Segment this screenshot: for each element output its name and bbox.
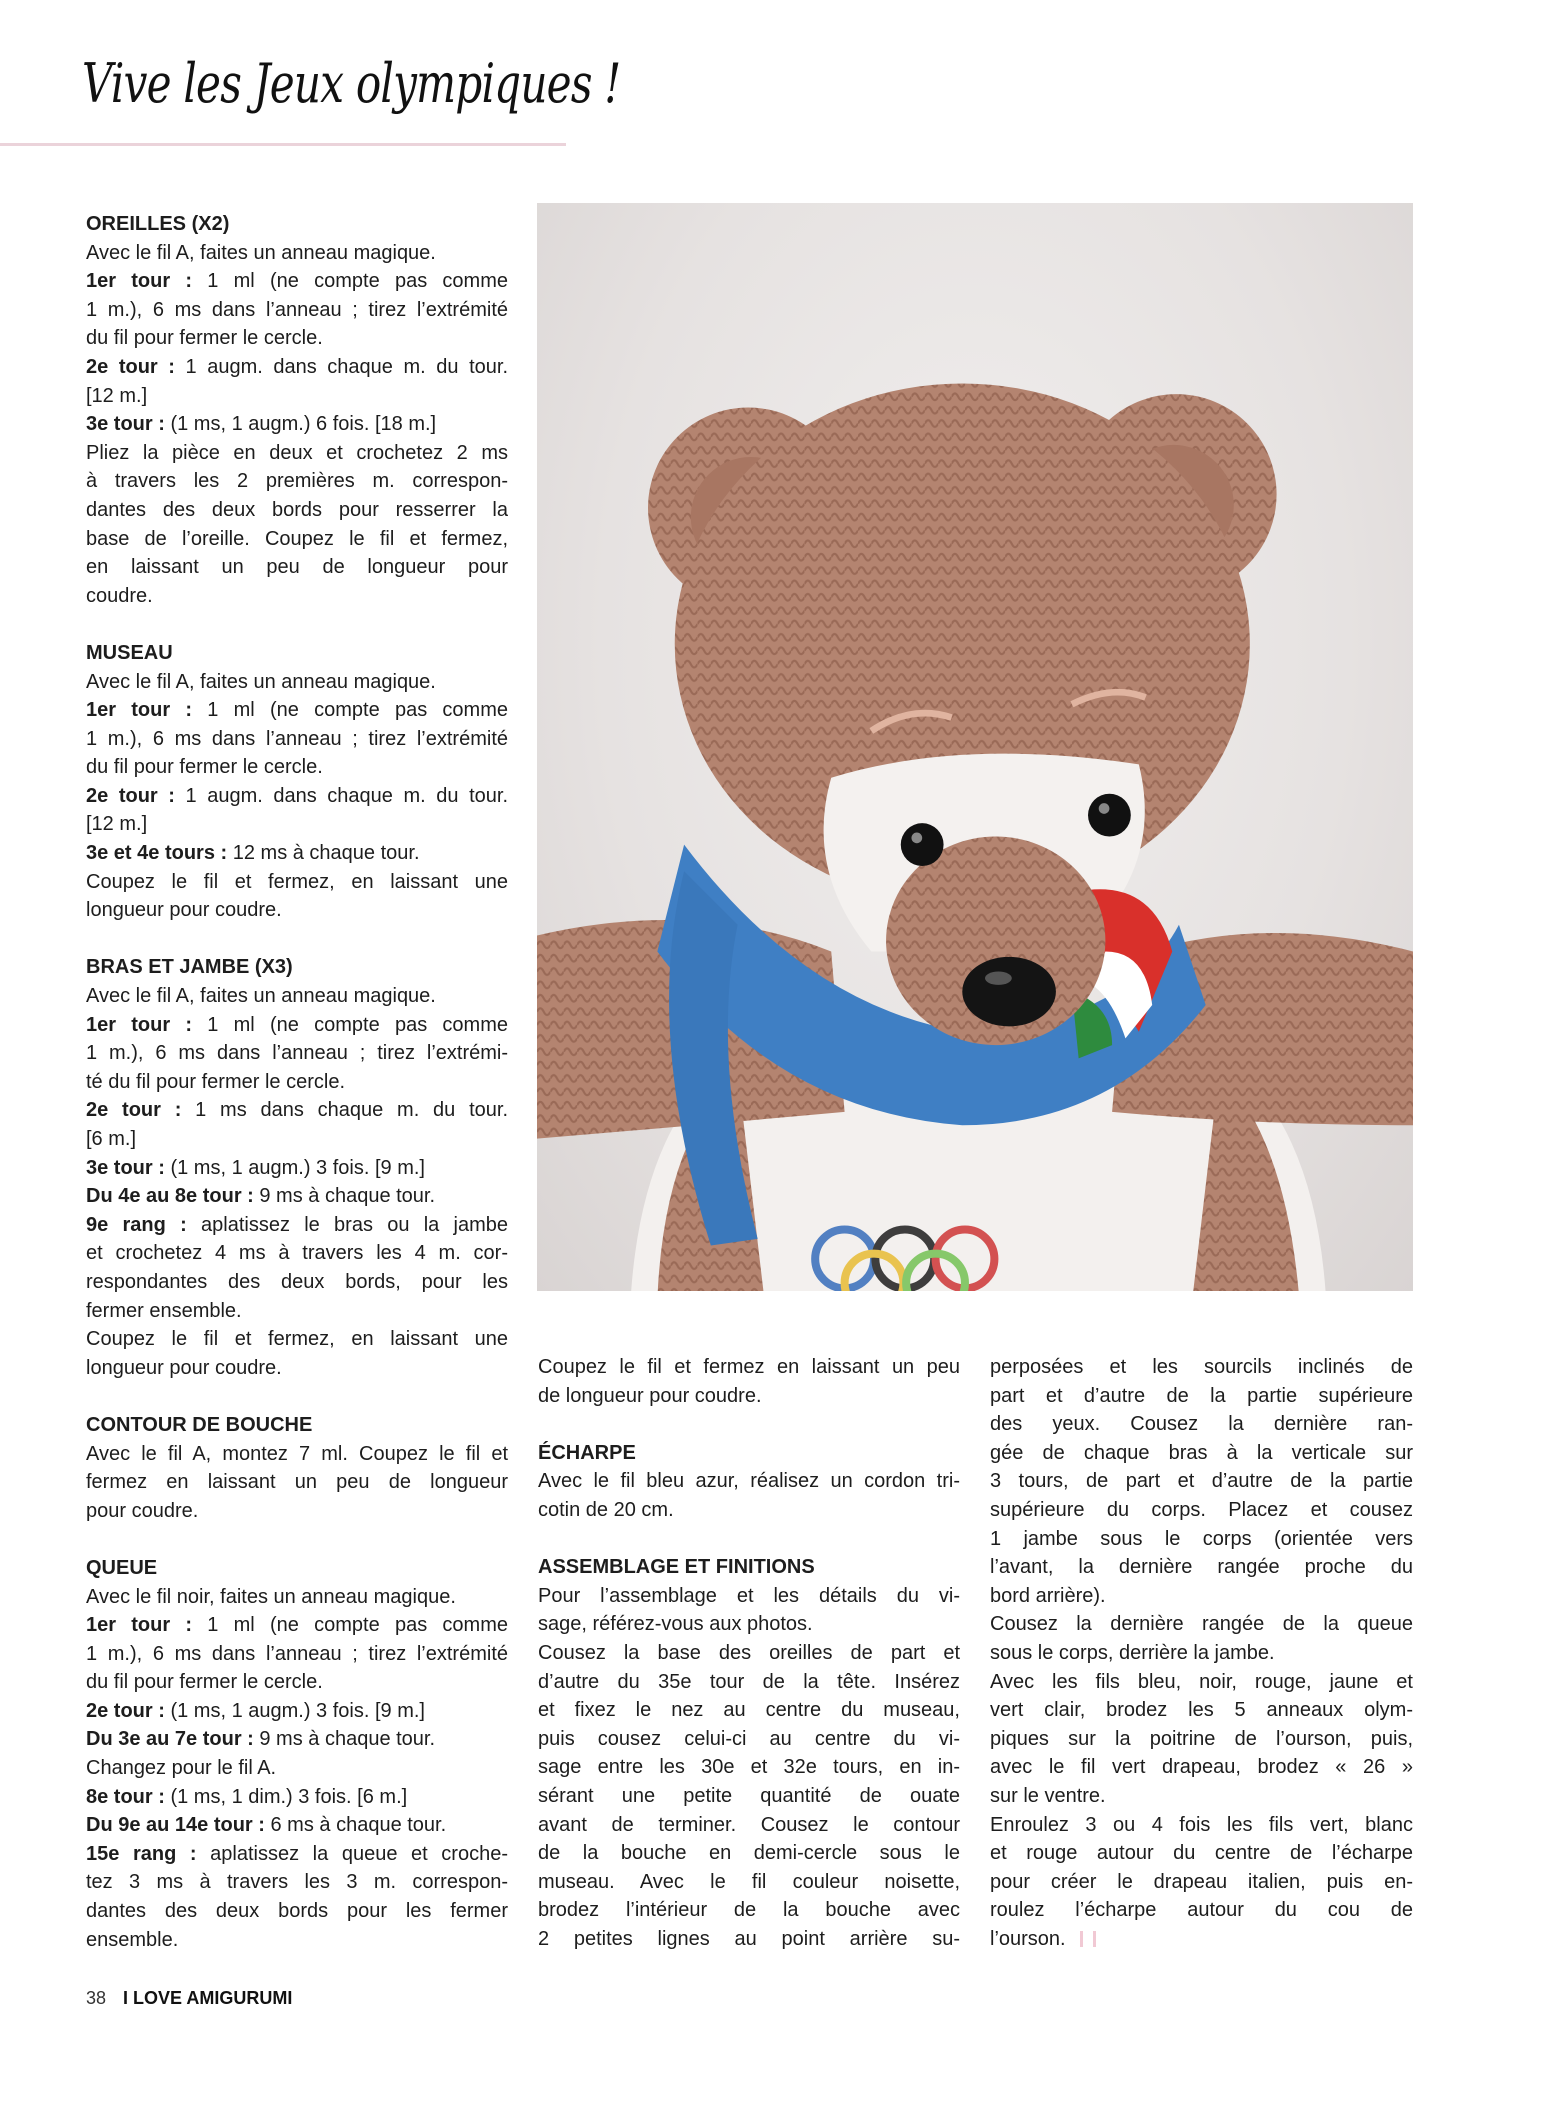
paragraph: [538, 1582, 960, 1639]
line-text: 12 ms à chaque tour.: [227, 842, 420, 865]
line-text: sous le corps, derrière la jambe.: [990, 1641, 1275, 1664]
text-line: [86, 553, 508, 582]
row-label: 3e tour :: [86, 1156, 165, 1179]
paragraph: [86, 982, 508, 1011]
text-line: [990, 1610, 1413, 1639]
line-text: puis cousez celui-ci au centre du vi-: [538, 1727, 960, 1750]
page-number: 38: [86, 1988, 107, 2008]
line-text: 1 m.), 6 ms dans l’anneau ; tirez l’extrémi-: [86, 1042, 508, 1065]
text-line: [86, 1725, 508, 1754]
text-line: [990, 1868, 1413, 1897]
text-line: [86, 1811, 508, 1840]
instruction-section: [86, 1411, 508, 1525]
line-text: du fil pour fermer le cercle.: [86, 756, 323, 779]
text-line: [86, 782, 508, 811]
line-text: vert clair, brodez les 5 anneaux olym-: [990, 1699, 1413, 1722]
paragraph: [990, 1811, 1413, 1954]
text-line: [86, 1640, 508, 1669]
line-text: aplatissez le bras ou la jambe: [186, 1213, 508, 1236]
bear-illustration: [537, 203, 1413, 1291]
line-text: Avec le fil bleu azur, réalisez un cordon tri-: [538, 1470, 960, 1493]
column-middle: [538, 1353, 960, 1953]
text-line: [86, 439, 508, 468]
line-text: dantes des deux bords pour les fermer: [86, 1900, 508, 1923]
text-line: [86, 410, 508, 439]
paragraph: [86, 1182, 508, 1211]
text-line: [538, 1353, 960, 1382]
line-text: (1 ms, 1 augm.) 3 fois. [9 m.]: [164, 1699, 425, 1722]
text-line: [86, 1783, 508, 1812]
row-label: 2e tour :: [86, 355, 175, 378]
line-text: du fil pour fermer le cercle.: [86, 1671, 323, 1694]
row-label: 8e tour :: [86, 1785, 165, 1808]
line-text: Cousez la dernière rangée de la queue: [990, 1613, 1413, 1636]
section-heading: OREILLES (X2): [86, 213, 230, 235]
text-line: [538, 1725, 960, 1754]
paragraph: [86, 1583, 508, 1612]
text-line: [86, 1868, 508, 1897]
line-text: 1 m.), 6 ms dans l’anneau ; tirez l’extrémité: [86, 727, 508, 750]
paragraph: [990, 1668, 1413, 1811]
line-text: pour coudre.: [86, 1499, 199, 1522]
paragraph: [86, 439, 508, 611]
line-text: tez 3 ms à travers les 3 m. correspon-: [86, 1871, 508, 1894]
row-label: 3e tour :: [86, 413, 165, 436]
line-text: 3 tours, de part et d’autre de la partie: [990, 1470, 1413, 1493]
line-text: roulez l’écharpe autour du cou de: [990, 1899, 1413, 1922]
text-line: [86, 696, 508, 725]
row-label: 1er tour :: [86, 1614, 193, 1637]
line-text: respondantes des deux bords, pour les: [86, 1270, 508, 1293]
text-line: [86, 1182, 508, 1211]
page-title: Vive les Jeux olympiques !: [82, 52, 621, 115]
instruction-section: [86, 210, 508, 610]
line-text: 1 jambe sous le corps (orientée vers: [990, 1527, 1413, 1550]
line-text: et fixez le nez au centre du museau,: [538, 1699, 960, 1722]
line-text: Changez pour le fil A.: [86, 1757, 277, 1780]
paragraph: [86, 1783, 508, 1812]
text-line: [990, 1582, 1413, 1611]
bear-right-eye: [1088, 794, 1131, 837]
text-line: [86, 810, 508, 839]
magazine-name: I LOVE AMIGURUMI: [123, 1988, 293, 2008]
line-text: piques sur la poitrine de l’ourson, puis,: [990, 1727, 1413, 1750]
paragraph: [86, 1096, 508, 1153]
text-line: [538, 1382, 960, 1411]
line-text: Avec le fil A, faites un anneau magique.: [86, 241, 436, 264]
line-text: brodez l’intérieur de la bouche avec: [538, 1899, 960, 1922]
text-line: [86, 1268, 508, 1297]
paragraph: [990, 1353, 1413, 1610]
text-line: [86, 296, 508, 325]
instruction-section: [86, 1554, 508, 1954]
column-right: [990, 1353, 1413, 1953]
text-line: [86, 1926, 508, 1955]
section-heading: BRAS ET JAMBE (X3): [86, 956, 293, 979]
line-text: 9 ms à chaque tour.: [253, 1728, 436, 1751]
line-text: té du fil pour fermer le cercle.: [86, 1070, 345, 1093]
line-text: 1 ml (ne compte pas comme: [192, 699, 508, 722]
text-line: [86, 1468, 508, 1497]
text-line: [990, 1382, 1413, 1411]
text-line: [538, 1467, 960, 1496]
paragraph: [86, 353, 508, 410]
text-line: [86, 1754, 508, 1783]
text-line: [86, 525, 508, 554]
text-line: [86, 1297, 508, 1326]
text-line: [86, 239, 508, 268]
line-text: 2 petites lignes au point arrière su-: [538, 1927, 960, 1950]
text-line: [538, 1811, 960, 1840]
line-text: longueur pour coudre.: [86, 899, 282, 922]
line-text: Coupez le fil et fermez, en laissant une: [86, 1328, 508, 1351]
text-line: [86, 267, 508, 296]
text-line: [86, 1897, 508, 1926]
row-label: Du 3e au 7e tour :: [86, 1728, 254, 1751]
row-label: 1er tour :: [86, 1013, 193, 1036]
instruction-section: [538, 1353, 960, 1410]
instruction-section: [538, 1553, 960, 1953]
line-text: (1 ms, 1 augm.) 3 fois. [9 m.]: [164, 1156, 425, 1179]
instruction-section: [86, 639, 508, 925]
line-text: museau. Avec le fil couleur noisette,: [538, 1870, 960, 1893]
paragraph: [86, 239, 508, 268]
paragraph: [86, 1440, 508, 1526]
line-text: Enroulez 3 ou 4 fois les fils vert, blanc: [990, 1813, 1413, 1836]
bear-amigurumi-photo: [537, 203, 1413, 1291]
line-text: et rouge autour du centre de l’écharpe: [990, 1842, 1413, 1865]
line-text: en laissant un peu de longueur pour: [86, 556, 508, 579]
text-line: [538, 1496, 960, 1525]
line-text: à travers les 2 premières m. correspon-: [86, 470, 508, 493]
line-text: 1 augm. dans chaque m. du tour.: [174, 355, 509, 378]
line-text: avec le fil vert drapeau, brodez « 26 »: [990, 1756, 1413, 1779]
line-text: [12 m.]: [86, 384, 148, 407]
text-line: [86, 1697, 508, 1726]
text-line: [990, 1925, 1413, 1954]
row-label: 1er tour :: [86, 699, 193, 722]
text-line: [990, 1839, 1413, 1868]
paragraph: [86, 868, 508, 925]
line-text: 9 ms à chaque tour.: [253, 1185, 436, 1208]
text-line: [990, 1896, 1413, 1925]
text-line: [538, 1610, 960, 1639]
text-line: [86, 1840, 508, 1869]
text-line: [990, 1753, 1413, 1782]
line-text: 1 ml (ne compte pas comme: [192, 1013, 508, 1036]
paragraph: [538, 1353, 960, 1410]
bear-left-eye: [901, 823, 944, 866]
text-line: [538, 1896, 960, 1925]
line-text: (1 ms, 1 dim.) 3 fois. [6 m.]: [164, 1785, 408, 1808]
line-text: de longueur pour coudre.: [538, 1384, 762, 1407]
paragraph: [86, 696, 508, 782]
paragraph: [538, 1467, 960, 1524]
row-label: 3e et 4e tours :: [86, 842, 228, 865]
text-line: [990, 1725, 1413, 1754]
paragraph: [86, 1611, 508, 1697]
text-line: [86, 353, 508, 382]
text-line: [86, 496, 508, 525]
row-label: 1er tour :: [86, 270, 193, 293]
line-text: aplatissez la queue et croche-: [196, 1842, 508, 1865]
text-line: [990, 1439, 1413, 1468]
row-label: 15e rang :: [86, 1842, 197, 1865]
end-of-article-mark: [1080, 1931, 1096, 1947]
title-underline: [0, 143, 566, 146]
instruction-section: [538, 1439, 960, 1525]
text-line: [86, 868, 508, 897]
line-text: coudre.: [86, 584, 153, 607]
text-line: [538, 1639, 960, 1668]
line-text: sur le ventre.: [990, 1784, 1106, 1807]
line-text: 1 m.), 6 ms dans l’anneau ; tirez l’extrémité: [86, 298, 508, 321]
paragraph: [86, 1325, 508, 1382]
text-line: [86, 1039, 508, 1068]
line-text: fermer ensemble.: [86, 1299, 242, 1322]
paragraph: [86, 267, 508, 353]
paragraph: [86, 1154, 508, 1183]
text-line: [990, 1353, 1413, 1382]
bear-nose: [962, 957, 1056, 1027]
line-text: Pliez la pièce en deux et crochetez 2 ms: [86, 441, 508, 464]
paragraph: [86, 1725, 508, 1754]
row-label: Du 4e au 8e tour :: [86, 1185, 254, 1208]
text-line: [86, 1239, 508, 1268]
line-text: 1 ms dans chaque m. du tour.: [181, 1099, 508, 1122]
line-text: pour créer le drapeau italien, puis en-: [990, 1870, 1413, 1893]
text-line: [86, 896, 508, 925]
text-line: [86, 668, 508, 697]
text-line: [990, 1467, 1413, 1496]
text-line: [86, 1154, 508, 1183]
line-text: sérant une petite quantité de ouate: [538, 1784, 960, 1807]
paragraph: [86, 1811, 508, 1840]
text-line: [86, 1440, 508, 1469]
text-line: [86, 1011, 508, 1040]
page-footer: [86, 1988, 292, 2009]
line-text: de la bouche en demi-cercle sous le: [538, 1842, 960, 1865]
instruction-section: [86, 953, 508, 1382]
text-line: [86, 1068, 508, 1097]
line-text: 1 augm. dans chaque m. du tour.: [174, 784, 509, 807]
paragraph: [86, 839, 508, 868]
text-line: [538, 1925, 960, 1954]
text-line: [538, 1696, 960, 1725]
line-text: sage, référez-vous aux photos.: [538, 1613, 813, 1636]
line-text: Pour l’assemblage et les détails du vi-: [538, 1584, 960, 1607]
text-line: [86, 725, 508, 754]
text-line: [86, 1325, 508, 1354]
line-text: [12 m.]: [86, 813, 148, 836]
text-line: [538, 1868, 960, 1897]
line-text: et crochetez 4 ms à travers les 4 m. cor-: [86, 1242, 508, 1265]
line-text: Coupez le fil et fermez en laissant un peu: [538, 1356, 960, 1378]
line-text: supérieure du corps. Placez et cousez: [990, 1498, 1413, 1521]
line-text: (1 ms, 1 augm.) 6 fois. [18 m.]: [164, 413, 437, 436]
text-line: [86, 1583, 508, 1612]
text-line: [86, 1354, 508, 1383]
line-text: longueur pour coudre.: [86, 1356, 282, 1379]
line-text: Cousez la base des oreilles de part et: [538, 1641, 960, 1664]
text-line: [86, 467, 508, 496]
paragraph: [86, 668, 508, 697]
text-line: [86, 324, 508, 353]
line-text: 1 m.), 6 ms dans l’anneau ; tirez l’extrémité: [86, 1642, 508, 1665]
line-text: d’autre du 35e tour de la tête. Insérez: [538, 1670, 960, 1693]
text-line: [990, 1811, 1413, 1840]
line-text: sage entre les 30e et 32e tours, en in-: [538, 1756, 960, 1779]
text-line: [990, 1782, 1413, 1811]
text-line: [990, 1696, 1413, 1725]
line-text: Avec les fils bleu, noir, rouge, jaune et: [990, 1670, 1413, 1693]
text-line: [990, 1410, 1413, 1439]
line-text: avant de terminer. Cousez le contour: [538, 1813, 960, 1836]
paragraph: [990, 1610, 1413, 1667]
text-line: [86, 1611, 508, 1640]
line-text: [6 m.]: [86, 1128, 137, 1150]
paragraph: [86, 1211, 508, 1325]
line-text: 6 ms à chaque tour.: [264, 1814, 447, 1837]
text-line: [990, 1553, 1413, 1582]
text-line: [86, 1125, 508, 1154]
line-text: ensemble.: [86, 1928, 179, 1951]
text-line: [990, 1639, 1413, 1668]
row-label: Du 9e au 14e tour :: [86, 1814, 265, 1837]
text-line: [86, 1211, 508, 1240]
line-text: des yeux. Cousez la dernière ran-: [990, 1413, 1413, 1436]
line-text: 1 ml (ne compte pas comme: [192, 1614, 508, 1637]
text-line: [86, 1497, 508, 1526]
paragraph: [86, 1754, 508, 1783]
section-heading: QUEUE: [86, 1556, 158, 1579]
text-line: [990, 1496, 1413, 1525]
section-heading: ASSEMBLAGE ET FINITIONS: [538, 1556, 815, 1579]
text-line: [86, 982, 508, 1011]
text-line: [86, 839, 508, 868]
paragraph: [86, 1840, 508, 1954]
text-line: [538, 1668, 960, 1697]
text-line: [86, 582, 508, 611]
text-line: [86, 1096, 508, 1125]
section-heading: MUSEAU: [86, 641, 173, 664]
paragraph: [86, 782, 508, 839]
line-text: l’ourson.: [990, 1927, 1066, 1950]
line-text: du fil pour fermer le cercle.: [86, 327, 323, 350]
line-text: base de l’oreille. Coupez le fil et fermez,: [86, 527, 508, 550]
line-text: Avec le fil A, faites un anneau magique.: [86, 670, 436, 693]
text-line: [538, 1782, 960, 1811]
text-line: [538, 1582, 960, 1611]
line-text: 1 ml (ne compte pas comme: [192, 270, 508, 293]
line-text: dantes des deux bords pour resserrer la: [86, 498, 508, 521]
text-line: [86, 753, 508, 782]
row-label: 2e tour :: [86, 784, 175, 807]
line-text: perposées et les sourcils inclinés de: [990, 1356, 1413, 1378]
row-label: 2e tour :: [86, 1699, 165, 1722]
text-line: [990, 1668, 1413, 1697]
paragraph: [86, 410, 508, 439]
text-line: [538, 1839, 960, 1868]
paragraph: [86, 1011, 508, 1097]
section-heading: CONTOUR DE BOUCHE: [86, 1413, 313, 1436]
line-text: fermez en laissant un peu de longueur: [86, 1471, 508, 1494]
text-line: [538, 1753, 960, 1782]
row-label: 2e tour :: [86, 1099, 182, 1122]
line-text: bord arrière).: [990, 1584, 1106, 1607]
line-text: Coupez le fil et fermez, en laissant une: [86, 870, 508, 893]
paragraph: [86, 1697, 508, 1726]
line-text: Avec le fil A, faites un anneau magique.: [86, 985, 436, 1008]
text-line: [990, 1525, 1413, 1554]
paragraph: [538, 1639, 960, 1954]
text-line: [86, 382, 508, 411]
text-line: [86, 1668, 508, 1697]
line-text: gée de chaque bras à la verticale sur: [990, 1441, 1413, 1464]
line-text: part et d’autre de la partie supérieure: [990, 1384, 1413, 1407]
line-text: Avec le fil A, montez 7 ml. Coupez le fil et: [86, 1442, 508, 1465]
section-heading: ÉCHARPE: [538, 1441, 636, 1464]
column-left: [86, 210, 508, 1954]
row-label: 9e rang :: [86, 1213, 187, 1236]
line-text: l’avant, la dernière rangée proche du: [990, 1556, 1413, 1579]
line-text: Avec le fil noir, faites un anneau magique.: [86, 1585, 456, 1608]
instruction-section: [990, 1353, 1413, 1953]
line-text: cotin de 20 cm.: [538, 1498, 674, 1521]
